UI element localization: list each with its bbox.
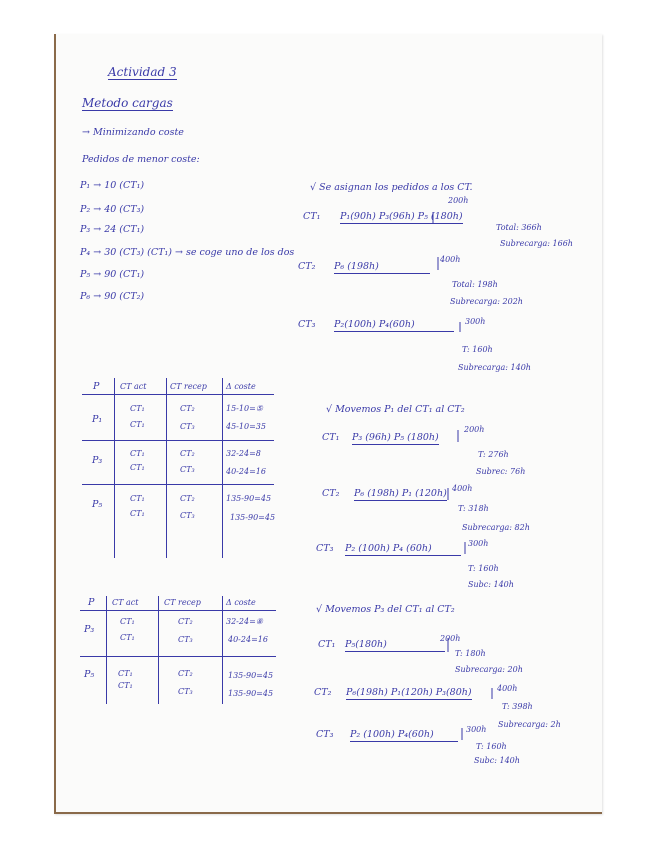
table1-cell: CT₁ xyxy=(130,463,145,472)
order-item: P₄ → 30 (CT₃) (CT₁) → se coge uno de los dos xyxy=(80,247,295,258)
table1-p: P₁ xyxy=(92,414,103,425)
table1-header: CT act xyxy=(120,382,147,391)
ct1-capacity: 200h xyxy=(448,196,469,205)
ct2-undercharge: Subrecarga: 202h xyxy=(450,297,523,306)
method-title: Metodo cargas xyxy=(82,96,173,110)
table2-cell: CT₁ xyxy=(120,633,135,642)
ct1-loads: P₁(90h) P₃(96h) P₅ (180h) xyxy=(340,211,463,222)
move1-ct1-loads: P₃ (96h) P₅ (180h) xyxy=(352,432,439,443)
move1-ct2-capacity: 400h xyxy=(452,484,473,493)
move2-ct2-label: CT₂ xyxy=(314,687,332,698)
table1-header: P xyxy=(93,381,100,392)
table1-p: P₃ xyxy=(92,455,103,466)
ct3-undercharge: Subrecarga: 140h xyxy=(458,363,531,372)
order-item: P₆ → 90 (CT₂) xyxy=(80,291,145,302)
order-item: P₁ → 10 (CT₁) xyxy=(80,180,145,191)
table2-cell: CT₁ xyxy=(118,669,133,678)
move1-ct3-undercharge: Subc: 140h xyxy=(468,580,514,589)
table1-p: P₅ xyxy=(92,499,103,510)
table1-cell: 135-90=45 xyxy=(226,494,272,503)
ct2-capacity: 400h xyxy=(440,255,461,264)
table1-cell: 45-10=35 xyxy=(226,422,266,431)
table2-cell: 135-90=45 xyxy=(228,671,274,680)
ct2-label: CT₂ xyxy=(298,261,316,272)
move2-ct3-loads: P₂ (100h) P₄(60h) xyxy=(350,730,458,742)
move2-ct2-total: T: 398h xyxy=(502,702,533,711)
move1-ct2-loads: P₆ (198h) P₁ (120h) xyxy=(354,488,447,499)
orders-subhead: Pedidos de menor coste: xyxy=(82,154,200,165)
table2-cell: CT₂ xyxy=(178,669,193,678)
assign-heading: √ Se asignan los pedidos a los CT. xyxy=(310,182,473,193)
table1-header: Δ coste xyxy=(226,382,256,391)
move2-heading: √ Movemos P₃ del CT₁ al CT₂ xyxy=(316,604,455,615)
table2-cell: CT₃ xyxy=(178,687,193,696)
table2-cell: CT₂ xyxy=(178,617,193,626)
ct3-capacity: 300h xyxy=(465,317,486,326)
ct3-loads: P₂(100h) P₄(60h) xyxy=(334,320,454,332)
ct1-overload: Subrecarga: 166h xyxy=(500,239,573,248)
ct3-label: CT₃ xyxy=(298,319,316,330)
table2-cell: CT₃ xyxy=(178,635,193,644)
move1-ct1-total: T: 276h xyxy=(478,450,509,459)
move2-ct3-total: T: 160h xyxy=(476,742,507,751)
move1-ct3-label: CT₃ xyxy=(316,543,334,554)
table1-cell: 135-90=45 xyxy=(230,513,276,522)
table1-cell: CT₃ xyxy=(180,422,195,431)
move2-ct3-label: CT₃ xyxy=(316,729,334,740)
table1-cell: CT₃ xyxy=(180,511,195,520)
table2-cell: 40-24=16 xyxy=(228,635,268,644)
table1-cell: CT₁ xyxy=(130,449,145,458)
order-item: P₃ → 24 (CT₁) xyxy=(80,224,145,235)
move1-ct3-loads: P₂ (100h) P₄ (60h) xyxy=(345,544,461,556)
move1-ct2-undercharge: Subrecarga: 82h xyxy=(462,523,530,532)
table2-p: P₅ xyxy=(84,669,95,680)
table2-header: CT recep xyxy=(164,598,201,607)
table2-header: P xyxy=(88,597,95,608)
ct2-total: Total: 198h xyxy=(452,280,498,289)
move2-ct3-undercharge: Subc: 140h xyxy=(474,756,520,765)
table2-cell: CT₁ xyxy=(120,617,135,626)
table1-header: CT recep xyxy=(170,382,207,391)
move1-ct1-capacity: 200h xyxy=(464,425,485,434)
ct1-label: CT₁ xyxy=(303,211,321,222)
move2-ct3-capacity: 300h xyxy=(466,725,487,734)
table1-cell: CT₁ xyxy=(130,404,145,413)
table1-cell: CT₂ xyxy=(180,494,195,503)
order-item: P₅ → 90 (CT₁) xyxy=(80,269,145,280)
table1-cell: 15-10=⑤ xyxy=(226,404,263,413)
table2-cell: 32-24=⑧ xyxy=(226,617,263,626)
move2-ct1-total: T: 180h xyxy=(455,649,486,658)
move1-ct1-overload: Subrec: 76h xyxy=(476,467,526,476)
table1-cell: 32-24=8 xyxy=(226,449,261,458)
move1-ct1-label: CT₁ xyxy=(322,432,340,443)
move2-ct2-capacity: 400h xyxy=(497,684,518,693)
table1-cell: CT₂ xyxy=(180,404,195,413)
move1-ct3-total: T: 160h xyxy=(468,564,499,573)
page-title: Actividad 3 xyxy=(108,65,177,79)
table2-cell: 135-90=45 xyxy=(228,689,274,698)
goal-text: → Minimizando coste xyxy=(82,127,184,138)
table1-cell: 40-24=16 xyxy=(226,467,266,476)
move1-ct2-total: T: 318h xyxy=(458,504,489,513)
move1-ct3-capacity: 300h xyxy=(468,539,489,548)
ct1-total: Total: 366h xyxy=(496,223,542,232)
move2-ct1-label: CT₁ xyxy=(318,639,336,650)
move2-ct2-loads: P₆(198h) P₁(120h) P₃(80h) xyxy=(346,687,472,698)
table1-cell: CT₁ xyxy=(130,494,145,503)
table2-header: Δ coste xyxy=(226,598,256,607)
table1-cell: CT₃ xyxy=(180,465,195,474)
table2-header: CT act xyxy=(112,598,139,607)
ct2-loads: P₆ (198h) xyxy=(334,262,430,274)
table1-cell: CT₂ xyxy=(180,449,195,458)
move1-heading: √ Movemos P₁ del CT₁ al CT₂ xyxy=(326,404,465,415)
move2-ct1-loads: P₅(180h) xyxy=(345,640,445,652)
order-item: P₂ → 40 (CT₃) xyxy=(80,204,145,215)
move2-ct1-overload: Subrecarga: 20h xyxy=(455,665,523,674)
table2-p: P₃ xyxy=(84,624,95,635)
move1-ct2-label: CT₂ xyxy=(322,488,340,499)
move2-ct1-capacity: 200h xyxy=(440,634,461,643)
table1-cell: CT₁ xyxy=(130,420,145,429)
ct3-total: T: 160h xyxy=(462,345,493,354)
table2-cell: CT₁ xyxy=(118,681,133,690)
move2-ct2-overload: Subrecarga: 2h xyxy=(498,720,561,729)
table1-cell: CT₁ xyxy=(130,509,145,518)
